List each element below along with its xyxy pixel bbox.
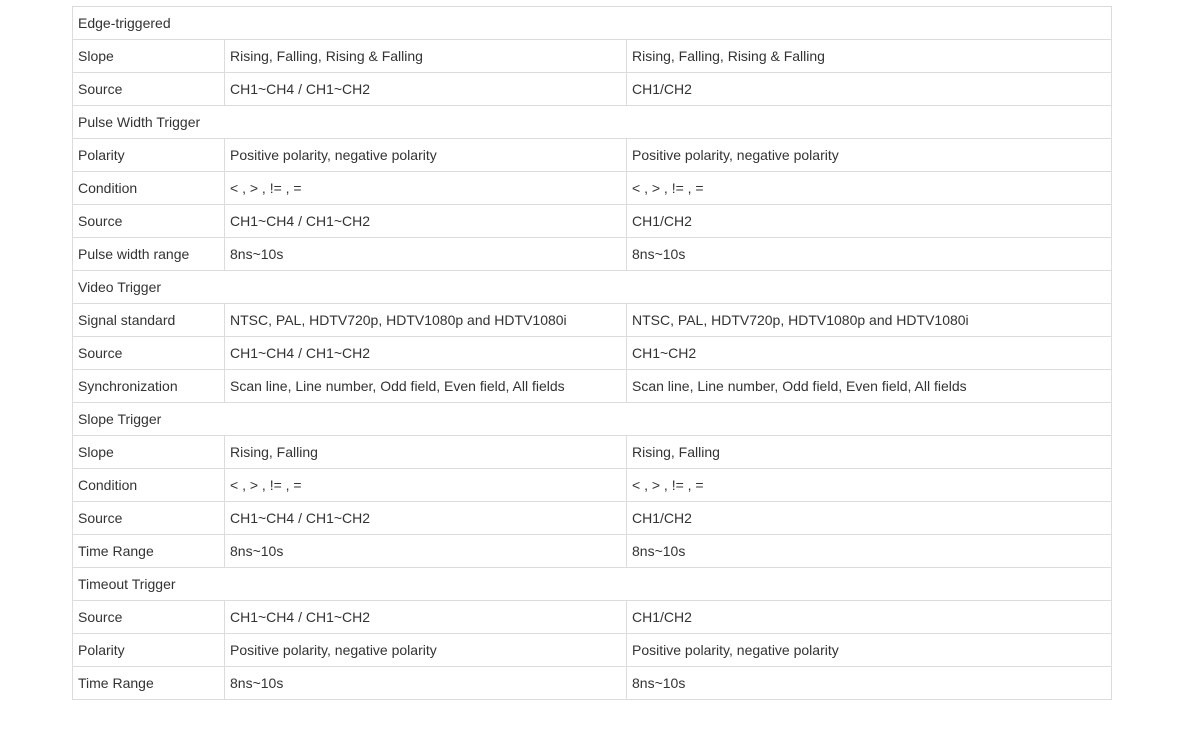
table-row: [73, 337, 1112, 370]
spec-value-cell-model-a: Rising, Falling: [225, 436, 627, 469]
spec-value-cell-model-b: NTSC, PAL, HDTV720p, HDTV1080p and HDTV1080i: [627, 304, 1112, 337]
spec-value-cell-model-b: Positive polarity, negative polarity: [627, 634, 1112, 667]
spec-value-cell-model-b: CH1/CH2: [627, 502, 1112, 535]
spec-value-cell-model-a: NTSC, PAL, HDTV720p, HDTV1080p and HDTV1080i: [225, 304, 627, 337]
spec-label-cell: Pulse width range: [73, 238, 225, 271]
spec-value-cell-model-a: Scan line, Line number, Odd field, Even field, All fields: [225, 370, 627, 403]
section-header-row: [73, 7, 1112, 40]
spec-value-cell-model-b: Scan line, Line number, Odd field, Even field, All fields: [627, 370, 1112, 403]
spec-label-cell: Source: [73, 601, 225, 634]
trigger-spec-table-body: [73, 7, 1112, 700]
spec-label-cell: Slope: [73, 436, 225, 469]
spec-value-cell-model-b: < , > , != , =: [627, 172, 1112, 205]
spec-value-cell-model-b: CH1/CH2: [627, 205, 1112, 238]
spec-value-cell-model-b: < , > , != , =: [627, 469, 1112, 502]
spec-value-cell-model-a: < , > , != , =: [225, 469, 627, 502]
spec-label-cell: Polarity: [73, 139, 225, 172]
spec-value-cell-model-a: 8ns~10s: [225, 238, 627, 271]
spec-value-cell-model-a: Positive polarity, negative polarity: [225, 634, 627, 667]
spec-label-cell: Source: [73, 73, 225, 106]
table-row: [73, 139, 1112, 172]
table-row: [73, 238, 1112, 271]
table-row: [73, 634, 1112, 667]
spec-value-cell-model-a: CH1~CH4 / CH1~CH2: [225, 502, 627, 535]
table-row: [73, 304, 1112, 337]
spec-label-cell: Synchronization: [73, 370, 225, 403]
spec-label-cell: Slope: [73, 40, 225, 73]
section-title: Pulse Width Trigger: [73, 106, 1112, 139]
table-row: [73, 73, 1112, 106]
spec-value-cell-model-a: CH1~CH4 / CH1~CH2: [225, 73, 627, 106]
spec-label-cell: Source: [73, 205, 225, 238]
spec-value-cell-model-a: < , > , != , =: [225, 172, 627, 205]
spec-value-cell-model-a: 8ns~10s: [225, 535, 627, 568]
section-header-row: [73, 271, 1112, 304]
spec-label-cell: Polarity: [73, 634, 225, 667]
spec-value-cell-model-b: CH1/CH2: [627, 73, 1112, 106]
table-row: [73, 667, 1112, 700]
spec-label-cell: Time Range: [73, 667, 225, 700]
spec-value-cell-model-a: 8ns~10s: [225, 667, 627, 700]
spec-label-cell: Source: [73, 502, 225, 535]
table-row: [73, 370, 1112, 403]
spec-label-cell: Signal standard: [73, 304, 225, 337]
table-row: [73, 205, 1112, 238]
section-title: Slope Trigger: [73, 403, 1112, 436]
table-row: [73, 469, 1112, 502]
section-header-row: [73, 403, 1112, 436]
section-title: Timeout Trigger: [73, 568, 1112, 601]
spec-value-cell-model-b: CH1/CH2: [627, 601, 1112, 634]
section-title: Edge-triggered: [73, 7, 1112, 40]
table-row: [73, 601, 1112, 634]
spec-value-cell-model-a: Rising, Falling, Rising & Falling: [225, 40, 627, 73]
spec-value-cell-model-b: CH1~CH2: [627, 337, 1112, 370]
table-row: [73, 436, 1112, 469]
spec-label-cell: Condition: [73, 172, 225, 205]
spec-value-cell-model-a: CH1~CH4 / CH1~CH2: [225, 205, 627, 238]
table-row: [73, 40, 1112, 73]
spec-value-cell-model-b: Rising, Falling: [627, 436, 1112, 469]
spec-value-cell-model-b: 8ns~10s: [627, 535, 1112, 568]
section-title: Video Trigger: [73, 271, 1112, 304]
trigger-spec-table: [72, 6, 1112, 700]
section-header-row: [73, 568, 1112, 601]
spec-label-cell: Source: [73, 337, 225, 370]
spec-value-cell-model-b: 8ns~10s: [627, 238, 1112, 271]
spec-value-cell-model-b: Rising, Falling, Rising & Falling: [627, 40, 1112, 73]
spec-value-cell-model-b: 8ns~10s: [627, 667, 1112, 700]
spec-value-cell-model-a: Positive polarity, negative polarity: [225, 139, 627, 172]
table-row: [73, 502, 1112, 535]
spec-value-cell-model-a: CH1~CH4 / CH1~CH2: [225, 337, 627, 370]
spec-value-cell-model-b: Positive polarity, negative polarity: [627, 139, 1112, 172]
spec-label-cell: Time Range: [73, 535, 225, 568]
spec-value-cell-model-a: CH1~CH4 / CH1~CH2: [225, 601, 627, 634]
spec-label-cell: Condition: [73, 469, 225, 502]
table-row: [73, 172, 1112, 205]
table-row: [73, 535, 1112, 568]
section-header-row: [73, 106, 1112, 139]
